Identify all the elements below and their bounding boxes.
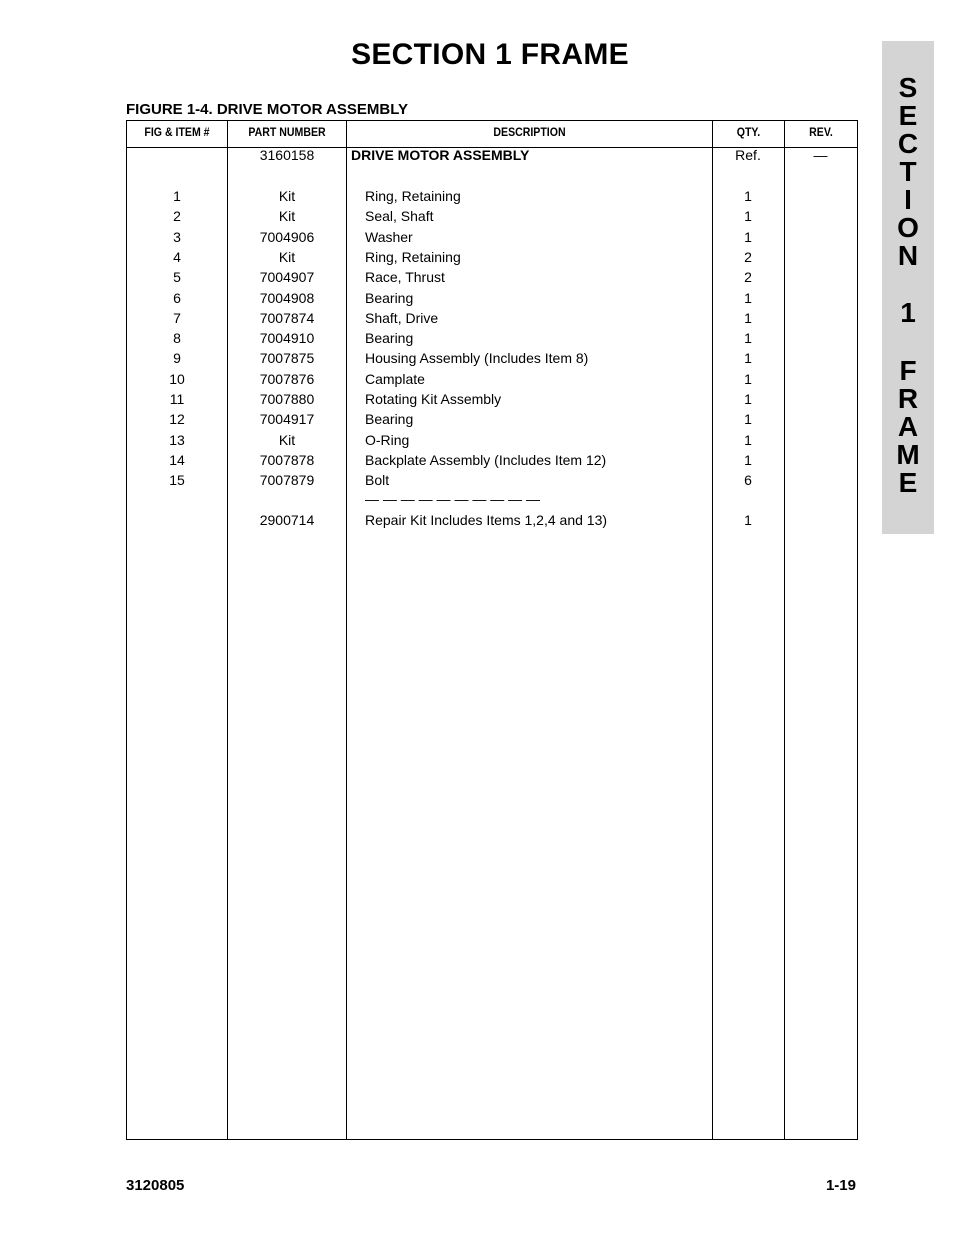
quantity: 1	[744, 208, 752, 224]
description: Bearing	[365, 330, 414, 346]
side-tab-letter: T	[899, 156, 917, 187]
part-number: 7007880	[259, 391, 315, 407]
quantity: 1	[744, 432, 752, 448]
table-row	[127, 310, 857, 330]
quantity: 6	[744, 472, 752, 488]
quantity: 1	[744, 411, 752, 427]
part-number: 7007876	[259, 371, 315, 387]
side-tab-letter: E	[898, 100, 918, 131]
parts-table	[126, 120, 858, 1140]
table-row	[127, 188, 857, 208]
quantity: 2	[744, 249, 752, 265]
table-row	[127, 229, 857, 249]
description: DRIVE MOTOR ASSEMBLY	[351, 147, 530, 163]
description: Shaft, Drive	[365, 310, 439, 326]
side-tab-letter: A	[897, 411, 919, 442]
item-number: 15	[169, 472, 185, 488]
table-row	[127, 249, 857, 269]
side-tab-letter: N	[897, 240, 919, 271]
document-number: 3120805	[126, 1177, 185, 1194]
part-number: Kit	[278, 249, 296, 265]
revision: —	[813, 147, 828, 163]
description: Seal, Shaft	[365, 208, 434, 224]
quantity: 2	[744, 269, 752, 285]
header-qty: QTY.	[736, 125, 761, 139]
item-number: 13	[169, 432, 185, 448]
section-side-tab	[882, 41, 934, 534]
table-row	[127, 452, 857, 472]
item-number: 9	[173, 350, 181, 366]
part-number: 7007878	[259, 452, 315, 468]
description: O-Ring	[365, 432, 410, 448]
separator-dashes: — — — — — — — — — —	[365, 491, 541, 507]
description: Washer	[365, 229, 413, 245]
quantity: 1	[744, 229, 752, 245]
side-tab-letter: M	[896, 439, 920, 470]
table-row	[127, 330, 857, 350]
description: Bolt	[365, 472, 390, 488]
side-tab-letter: O	[897, 212, 919, 243]
table-row	[127, 350, 857, 370]
table-row	[127, 371, 857, 391]
item-number: 11	[169, 391, 185, 407]
part-number: Kit	[278, 188, 296, 204]
table-row	[127, 472, 857, 492]
quantity: Ref.	[735, 147, 761, 163]
part-number: 7004906	[259, 229, 315, 245]
description: Housing Assembly (Includes Item 8)	[365, 350, 589, 366]
header-part-number: PART NUMBER	[248, 125, 326, 139]
quantity: 1	[744, 391, 752, 407]
side-tab-letter: E	[898, 467, 918, 498]
quantity: 1	[744, 290, 752, 306]
kit-row	[127, 512, 857, 532]
item-number: 8	[173, 330, 181, 346]
quantity: 1	[744, 310, 752, 326]
header-fig-item: FIG & ITEM #	[144, 125, 210, 139]
item-number: 5	[173, 269, 181, 285]
section-title: SECTION 1 FRAME	[351, 38, 629, 71]
table-row	[127, 432, 857, 452]
item-number: 7	[173, 310, 181, 326]
part-number: 2900714	[259, 512, 315, 528]
figure-title: FIGURE 1-4. DRIVE MOTOR ASSEMBLY	[126, 101, 408, 118]
quantity: 1	[744, 452, 752, 468]
table-row	[127, 391, 857, 411]
item-number: 10	[169, 371, 185, 387]
separator-row	[127, 491, 857, 511]
part-number: Kit	[278, 208, 296, 224]
part-number: 7007879	[259, 472, 315, 488]
item-number: 1	[173, 188, 181, 204]
part-number: 7004907	[259, 269, 315, 285]
side-tab-letter: C	[897, 128, 919, 159]
description: Ring, Retaining	[365, 188, 461, 204]
item-number: 3	[173, 229, 181, 245]
description: Camplate	[365, 371, 425, 387]
description: Bearing	[365, 411, 414, 427]
description: Ring, Retaining	[365, 249, 461, 265]
table-row	[127, 411, 857, 431]
header-rev: REV.	[809, 125, 833, 139]
part-number: Kit	[278, 432, 296, 448]
side-tab-letter: S	[898, 72, 918, 103]
item-number: 14	[169, 452, 185, 468]
side-tab-letter: R	[897, 383, 919, 414]
quantity: 1	[744, 512, 752, 528]
item-number: 2	[173, 208, 181, 224]
description: Race, Thrust	[365, 269, 445, 285]
side-tab-letter: F	[899, 355, 917, 386]
header-description: DESCRIPTION	[493, 125, 566, 139]
part-number: 7007874	[259, 310, 315, 326]
quantity: 1	[744, 188, 752, 204]
description: Rotating Kit Assembly	[365, 391, 502, 407]
table-row	[127, 208, 857, 228]
quantity: 1	[744, 371, 752, 387]
item-number: 12	[169, 411, 185, 427]
side-tab-letter: 1	[900, 297, 916, 328]
part-number: 7007875	[259, 350, 315, 366]
item-number: 4	[173, 249, 181, 265]
part-number: 7004917	[259, 411, 315, 427]
quantity: 1	[744, 330, 752, 346]
part-number: 3160158	[259, 147, 315, 163]
description: Bearing	[365, 290, 414, 306]
description: Backplate Assembly (Includes Item 12)	[365, 452, 607, 468]
assembly-row	[127, 147, 857, 167]
item-number: 6	[173, 290, 181, 306]
table-row	[127, 290, 857, 310]
part-number: 7004908	[259, 290, 315, 306]
description: Repair Kit Includes Items 1,2,4 and 13)	[365, 512, 608, 528]
side-tab-letter: I	[904, 184, 912, 215]
table-row	[127, 269, 857, 289]
quantity: 1	[744, 350, 752, 366]
part-number: 7004910	[259, 330, 315, 346]
page-number: 1-19	[825, 1177, 856, 1194]
